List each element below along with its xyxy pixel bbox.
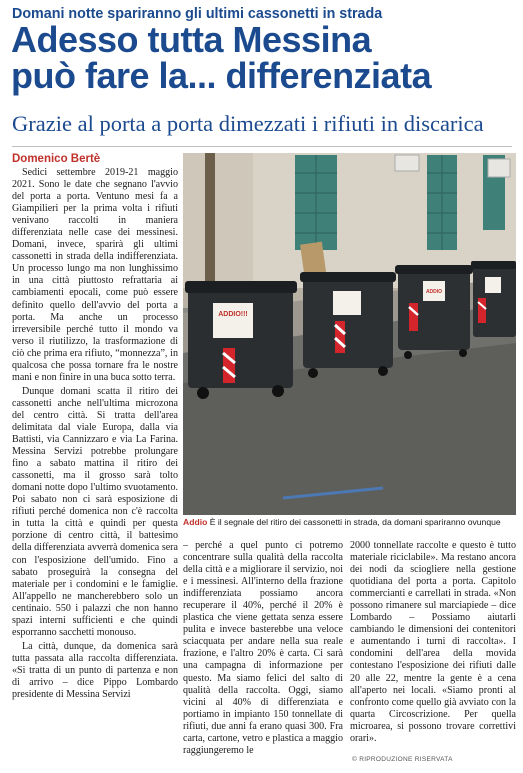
paragraph: Dunque domani scatta il ritiro dei cassonetti anche nell'ultima microzona del centro città. Si tratta dell'area delimitata dal viale Europa, dalla via Battisti, via Cannizzaro e via La Farina. Messina Servizi potrebbe prolungare fino a sabato mattina il ritiro dei cassonetti, ma il grosso sarà tolto domani notte dopo l'ultimo svuotamento. Poi sabato non ci sarà esposizione di rifiuti perché domenica non c'è raccolta in tutta la città e quindi per questa porzione di centro città, il battesimo della differenziata avverrà domenica sera con l'esposizione dell'umido. Fino a sabato proseguirà la consegna del materiale per i condomini e le famiglie. All'appello ne mancherebbero solo un centinaio. 550 i palazzi che non hanno spazi interni sufficienti e che quindi esporranno sacchetti monouso.	[12, 385, 178, 638]
paragraph: 2000 tonnellate raccolte e questo è tutto materiale riciclabile». Ma restano ancora dei nodi da sciogliere nella gestione quotidiana del porta a porta. Capitolo commercianti e carrellati in strada. «Non possono rimanere sul marciapiede – dice Lombardo – Possiamo aiutarli cambiando le dimensioni dei contenitori e aumentando i turni di raccolta». I condomini dell'area della movida contestano l'esposizione dei rifiuti dalle 20 alle 22, mentre la gente è a cena all'aperto nei locali. «Siamo pronti al confronto come quello già avviato con la quarta Circoscrizione. Per quella microarea, si possono trovare correttivi orari».	[350, 540, 516, 744]
bin-sign-text: ADDIO!!!	[218, 311, 248, 318]
paragraph: – perché a quel punto ci potremo concentrare sulla qualità della raccolta della città e a migliorare il servizio, noi e i messinesi. All'interno della frazione indifferenziata possiamo ancora recuperare il 40%, perché il 20% è plastica che viene gettata senza essere pulita e invece basterebbe una veloce sciacquata per andare nella sua reale frazione, e l'altro 20% è carta. Ci sarà una campagna di informazione per questo. Ma siamo felici del salto di qualità della raccolta. Oggi, siamo vicini al 40% di differenziata e portiamo in impianto 150 tonnellate di rifiuti, due anni fa erano quasi 300. Fra carta, cartone, vetro e plastica a maggio raggiungeremo le	[183, 540, 343, 756]
caption-text: È il segnale del ritiro dei cassonetti in strada, da domani spariranno ovunque	[209, 517, 501, 527]
text-column-2	[183, 540, 343, 756]
article-photo	[183, 153, 516, 515]
byline: Domenico Bertè	[12, 153, 101, 165]
text-column-1	[12, 167, 178, 767]
text-column-3	[350, 540, 516, 752]
headline	[11, 19, 516, 96]
copyright-notice: © RIPRODUZIONE RISERVATA	[352, 756, 453, 763]
paragraph: Sedici settembre 2019-21 maggio 2021. Sono le date che segnano l'avvio del porta a porta. Ventuno mesi fa a Giampilieri per la prima volta i rifiuti venivano raccolti in maniera differenziata nelle case dei messinesi. Domani, invece, sparirà gli ultimi cassonetti in strada della indifferenziata. Un processo lungo ma non lunghissimo in una città piuttosto refrattaria ai cambiamenti epocali, come può essere definito quello dell'avvio del porta a porta. Ma anche un processo irreversibile perché tutto il mondo va verso il riutilizzo, la trasformazione di ciò che prima era rifiuto, “monnezza”, in qualcosa che possa tornare fra le nostre mani e non finire in una buca sotto terra.	[12, 167, 178, 383]
headline-line-1: Adesso tutta Messina	[11, 19, 372, 60]
caption-label: Addio	[183, 517, 208, 527]
subhead: Grazie al porta a porta dimezzati i rifiuti in discarica	[12, 111, 484, 136]
bin-sign-text: ADDIO	[425, 289, 443, 295]
divider-rule	[12, 146, 512, 147]
street-scene-illustration	[183, 153, 516, 515]
photo-caption	[183, 517, 519, 528]
kicker: Domani notte spariranno gli ultimi cassonetti in strada	[12, 6, 383, 22]
headline-line-2: può fare la... differenziata	[11, 55, 432, 96]
paragraph: La città, dunque, da domenica sarà tutta passata alla raccolta differenziata. «Si tratta di un punto di partenza e non di arrivo – dice Pippo Lombardo presidente di Messina Servizi	[12, 640, 178, 701]
